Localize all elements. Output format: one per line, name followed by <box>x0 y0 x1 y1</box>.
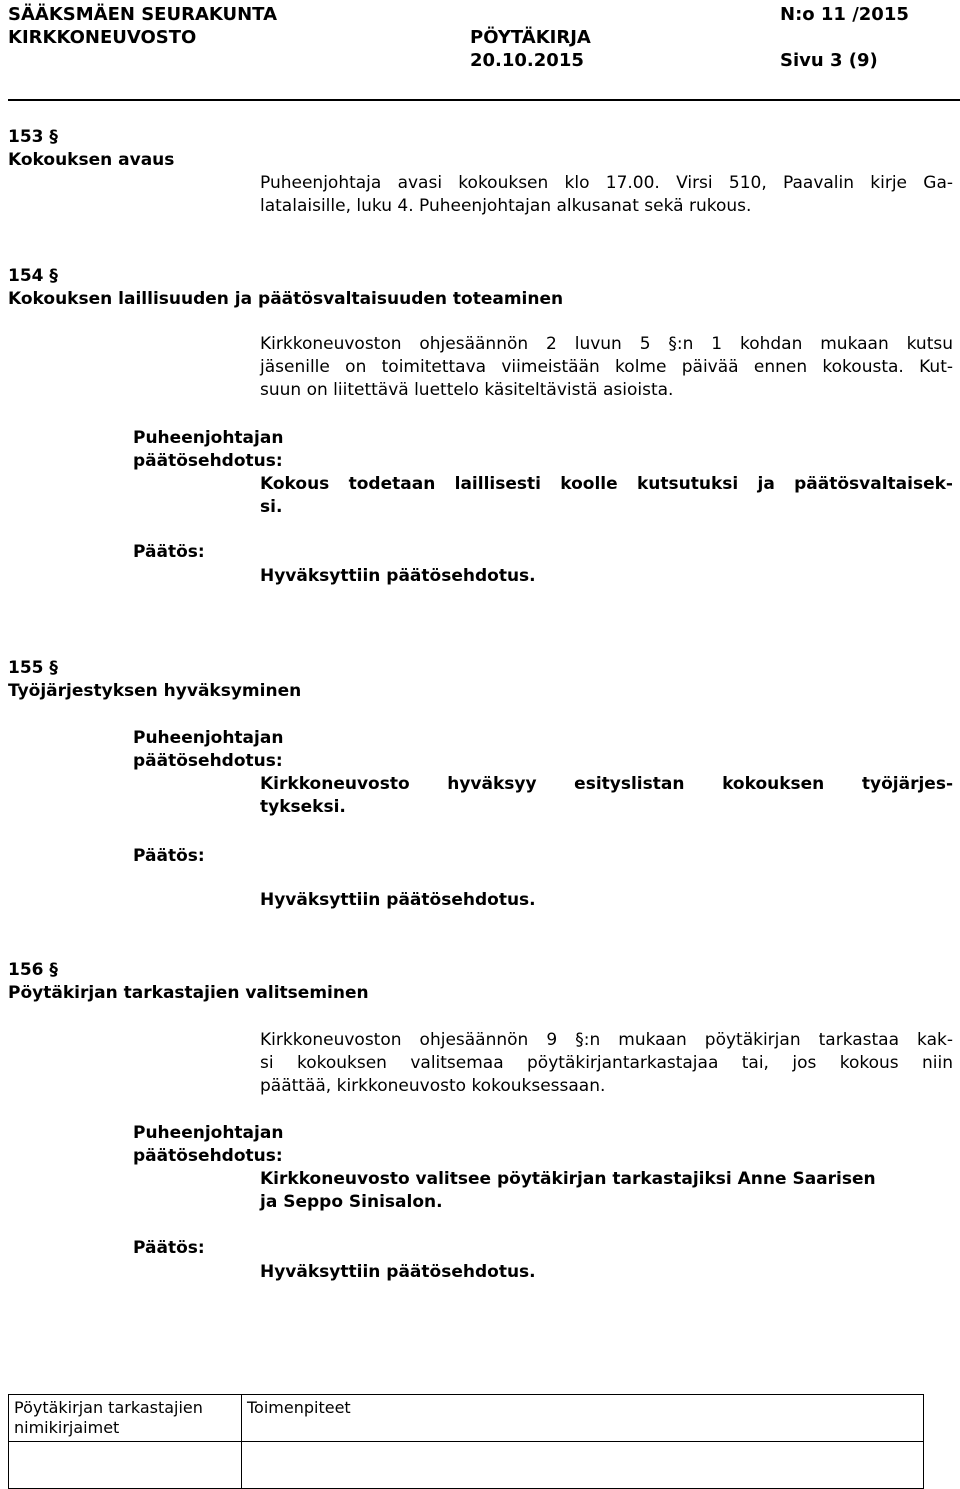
item-153-title: Kokouksen avaus <box>8 150 175 170</box>
proposal-label: Puheenjohtajan <box>133 428 284 448</box>
item-153-heading: 153 § <box>8 127 58 147</box>
item-154-body-line: Kirkkoneuvoston ohjesäännön 2 luvun 5 §:n 1 kohdan mukaan kutsu <box>260 334 953 354</box>
item-156-proposal-line: ja Seppo Sinisalon. <box>260 1192 443 1212</box>
actions-cell <box>242 1395 924 1442</box>
initials-label-line2: nimikirjaimet <box>14 1418 120 1437</box>
proposal-label: Puheenjohtajan <box>133 728 284 748</box>
item-155-proposal-line: Kirkkoneuvosto hyväksyy esityslistan kokouksen työjärjes- <box>260 774 953 794</box>
proposal-label: päätösehdotus: <box>133 751 283 771</box>
doc-number: N:o 11 /2015 <box>780 4 909 25</box>
item-154-title: Kokouksen laillisuuden ja päätösvaltaisuuden toteaminen <box>8 289 564 309</box>
proposal-label: päätösehdotus: <box>133 451 283 471</box>
decision-label: Päätös: <box>133 1238 205 1258</box>
org-name: SÄÄKSMÄEN SEURAKUNTA <box>8 4 277 25</box>
section-icon: § <box>49 266 58 286</box>
item-154-body-line: jäsenille on toimitettava viimeistään kolme päivää ennen kokousta. Kut- <box>260 357 953 377</box>
item-155-proposal-line: tykseksi. <box>260 797 346 817</box>
doc-date: 20.10.2015 <box>470 50 584 71</box>
initials-cell <box>9 1395 242 1442</box>
actions-entry-cell <box>242 1442 924 1489</box>
item-156-heading: 156 § <box>8 960 58 980</box>
item-156-body-line: päättää, kirkkoneuvosto kokouksessaan. <box>260 1076 606 1096</box>
item-154-proposal-line: Kokous todetaan laillisesti koolle kutsutuksi ja päätösvaltaisek- <box>260 474 953 494</box>
item-156-decision: Hyväksyttiin päätösehdotus. <box>260 1262 536 1282</box>
actions-label: Toimenpiteet <box>247 1398 351 1417</box>
initials-label: Pöytäkirjan tarkastajien <box>14 1398 203 1417</box>
item-154-proposal-line: si. <box>260 497 283 517</box>
item-156-title: Pöytäkirjan tarkastajien valitseminen <box>8 983 369 1003</box>
item-155-heading: 155 § <box>8 658 58 678</box>
section-icon: § <box>49 960 58 980</box>
item-154-decision: Hyväksyttiin päätösehdotus. <box>260 566 536 586</box>
proposal-label: päätösehdotus: <box>133 1146 283 1166</box>
decision-label: Päätös: <box>133 846 205 866</box>
item-154-heading: 154 § <box>8 266 58 286</box>
item-153-body-line: latalaisille, luku 4. Puheenjohtajan alkusanat sekä rukous. <box>260 196 752 216</box>
signature-table <box>8 1394 924 1489</box>
doc-type: PÖYTÄKIRJA <box>470 27 591 48</box>
proposal-label: Puheenjohtajan <box>133 1123 284 1143</box>
header-divider <box>8 99 960 101</box>
item-156-body-line: Kirkkoneuvoston ohjesäännön 9 §:n mukaan pöytäkirjan tarkastaa kak- <box>260 1030 953 1050</box>
item-154-body-line: suun on liitettävä luettelo käsiteltävistä asioista. <box>260 380 674 400</box>
decision-label: Päätös: <box>133 542 205 562</box>
item-156-body-line: si kokouksen valitsemaa pöytäkirjantarkastajaa tai, jos kokous niin <box>260 1053 953 1073</box>
item-153-body-line: Puheenjohtaja avasi kokouksen klo 17.00. Virsi 510, Paavalin kirje Ga- <box>260 173 953 193</box>
body-name: KIRKKONEUVOSTO <box>8 27 197 48</box>
item-156-proposal-line: Kirkkoneuvosto valitsee pöytäkirjan tarkastajiksi Anne Saarisen <box>260 1169 876 1189</box>
item-155-title: Työjärjestyksen hyväksyminen <box>8 681 302 701</box>
initials-entry-cell <box>9 1442 242 1489</box>
page-number: Sivu 3 (9) <box>780 50 878 71</box>
section-icon: § <box>49 658 58 678</box>
section-icon: § <box>49 127 58 147</box>
item-155-decision: Hyväksyttiin päätösehdotus. <box>260 890 536 910</box>
